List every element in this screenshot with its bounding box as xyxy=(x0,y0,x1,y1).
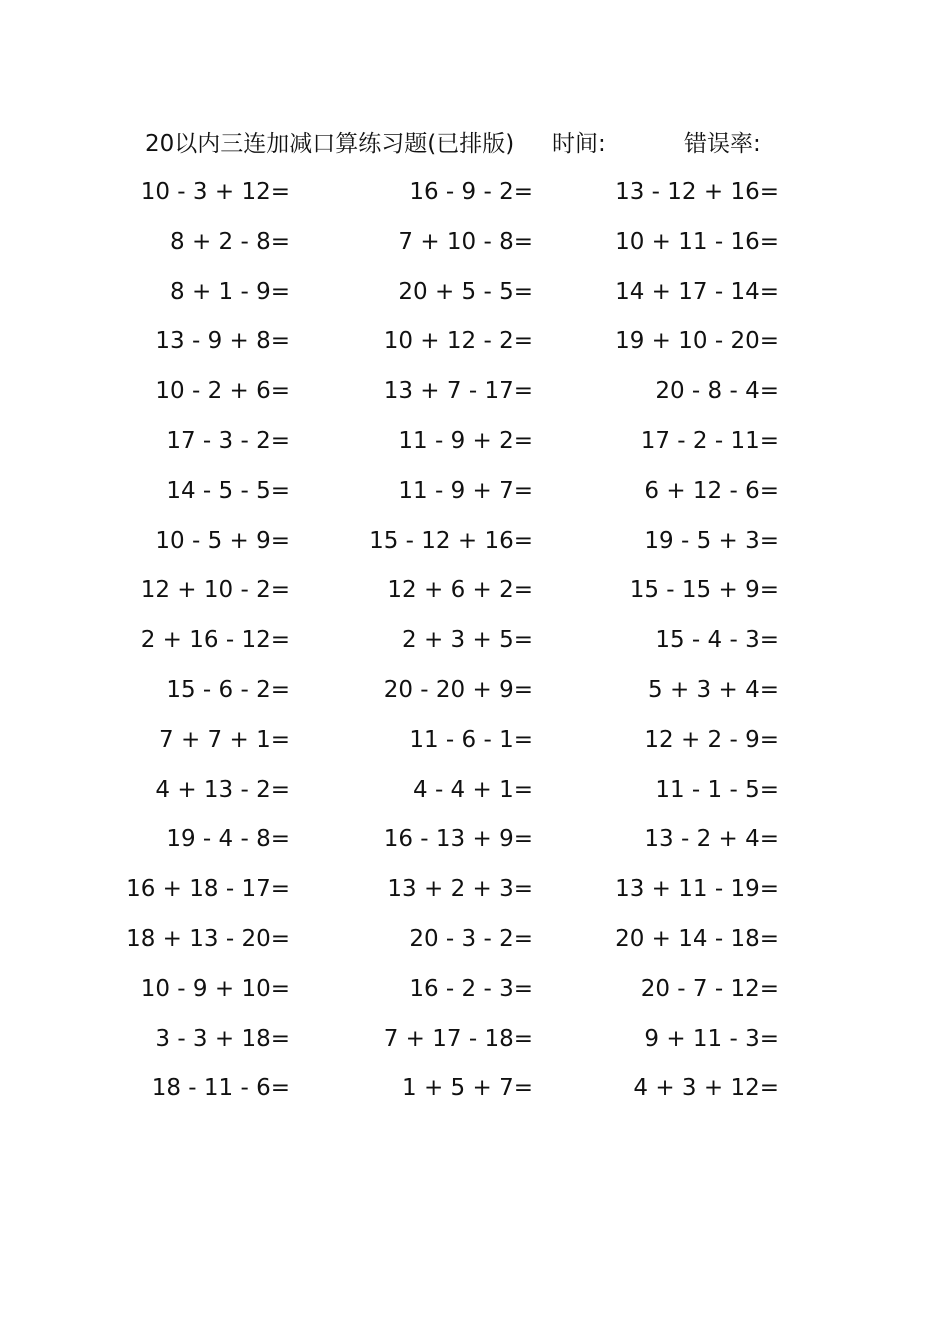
problem-item: 17 - 3 - 2= xyxy=(166,427,290,454)
problem-item: 20 - 7 - 12= xyxy=(640,975,779,1002)
problem-item: 15 - 4 - 3= xyxy=(655,627,779,654)
problem-item: 18 - 11 - 6= xyxy=(151,1075,290,1102)
problem-item: 19 - 4 - 8= xyxy=(166,826,290,853)
problem-row xyxy=(0,1066,950,1116)
problem-item: 7 + 7 + 1= xyxy=(159,726,290,753)
problem-item: 11 - 1 - 5= xyxy=(655,776,779,803)
problem-item: 19 - 5 + 3= xyxy=(644,527,779,554)
problem-item: 11 - 6 - 1= xyxy=(409,726,533,753)
problem-row xyxy=(0,768,950,818)
problem-item: 2 + 16 - 12= xyxy=(140,627,290,654)
problem-item: 12 + 6 + 2= xyxy=(387,577,533,604)
problem-item: 12 + 2 - 9= xyxy=(644,726,779,753)
worksheet-header xyxy=(0,124,950,164)
problem-item: 20 + 14 - 18= xyxy=(615,925,779,952)
problem-item: 14 + 17 - 14= xyxy=(615,278,779,305)
problem-item: 9 + 11 - 3= xyxy=(644,1025,779,1052)
problem-item: 13 - 12 + 16= xyxy=(615,179,779,205)
problem-row xyxy=(0,967,950,1017)
problem-row xyxy=(0,618,950,668)
problem-grid xyxy=(0,170,950,1116)
problem-item: 10 - 9 + 10= xyxy=(140,975,290,1002)
problem-item: 6 + 12 - 6= xyxy=(644,477,779,504)
problem-item: 20 - 3 - 2= xyxy=(409,925,533,952)
problem-item: 4 + 13 - 2= xyxy=(155,776,290,803)
problem-row xyxy=(0,867,950,917)
problem-item: 7 + 10 - 8= xyxy=(398,228,533,255)
problem-item: 3 - 3 + 18= xyxy=(155,1025,290,1052)
problem-row xyxy=(0,718,950,768)
problem-item: 1 + 5 + 7= xyxy=(402,1075,533,1102)
problem-row xyxy=(0,568,950,618)
problem-item: 10 - 2 + 6= xyxy=(155,378,290,405)
problem-item: 11 - 9 + 7= xyxy=(398,477,533,504)
problem-item: 20 + 5 - 5= xyxy=(398,278,533,305)
problem-item: 12 + 10 - 2= xyxy=(140,577,290,604)
problem-item: 16 - 2 - 3= xyxy=(409,975,533,1002)
problem-item: 19 + 10 - 20= xyxy=(615,328,779,355)
problem-item: 13 - 2 + 4= xyxy=(644,826,779,853)
problem-row xyxy=(0,419,950,469)
problem-item: 18 + 13 - 20= xyxy=(126,925,290,952)
problem-row xyxy=(0,917,950,967)
problem-item: 17 - 2 - 11= xyxy=(640,427,779,454)
problem-item: 2 + 3 + 5= xyxy=(402,627,533,654)
problem-item: 15 - 12 + 16= xyxy=(369,527,533,554)
problem-row xyxy=(0,220,950,270)
problem-row xyxy=(0,817,950,867)
problem-item: 10 - 5 + 9= xyxy=(155,527,290,554)
problem-row xyxy=(0,270,950,320)
problem-item: 13 + 7 - 17= xyxy=(383,378,533,405)
problem-item: 8 + 2 - 8= xyxy=(170,228,290,255)
problem-row xyxy=(0,1017,950,1067)
problem-item: 11 - 9 + 2= xyxy=(398,427,533,454)
problem-item: 13 - 9 + 8= xyxy=(155,328,290,355)
problem-row xyxy=(0,668,950,718)
problem-item: 14 - 5 - 5= xyxy=(166,477,290,504)
problem-item: 7 + 17 - 18= xyxy=(383,1025,533,1052)
problem-item: 16 + 18 - 17= xyxy=(126,876,290,903)
problem-row xyxy=(0,170,950,220)
problem-row xyxy=(0,369,950,419)
time-label: 时间: xyxy=(552,131,606,157)
problem-item: 20 - 20 + 9= xyxy=(383,676,533,703)
problem-item: 15 - 15 + 9= xyxy=(629,577,779,604)
problem-item: 4 - 4 + 1= xyxy=(413,776,533,803)
problem-row xyxy=(0,469,950,519)
problem-row xyxy=(0,319,950,369)
problem-item: 16 - 9 - 2= xyxy=(409,179,533,205)
problem-row xyxy=(0,519,950,569)
problem-item: 20 - 8 - 4= xyxy=(655,378,779,405)
problem-item: 10 + 11 - 16= xyxy=(615,228,779,255)
worksheet-title: 20以内三连加减口算练习题(已排版) xyxy=(145,131,515,157)
problem-item: 8 + 1 - 9= xyxy=(170,278,290,305)
error-rate-label: 错误率: xyxy=(684,131,761,157)
problem-item: 16 - 13 + 9= xyxy=(383,826,533,853)
problem-item: 13 + 2 + 3= xyxy=(387,876,533,903)
problem-item: 15 - 6 - 2= xyxy=(166,676,290,703)
problem-item: 13 + 11 - 19= xyxy=(615,876,779,903)
problem-item: 10 + 12 - 2= xyxy=(383,328,533,355)
problem-item: 5 + 3 + 4= xyxy=(648,676,779,703)
problem-item: 4 + 3 + 12= xyxy=(633,1075,779,1102)
problem-item: 10 - 3 + 12= xyxy=(140,179,290,205)
